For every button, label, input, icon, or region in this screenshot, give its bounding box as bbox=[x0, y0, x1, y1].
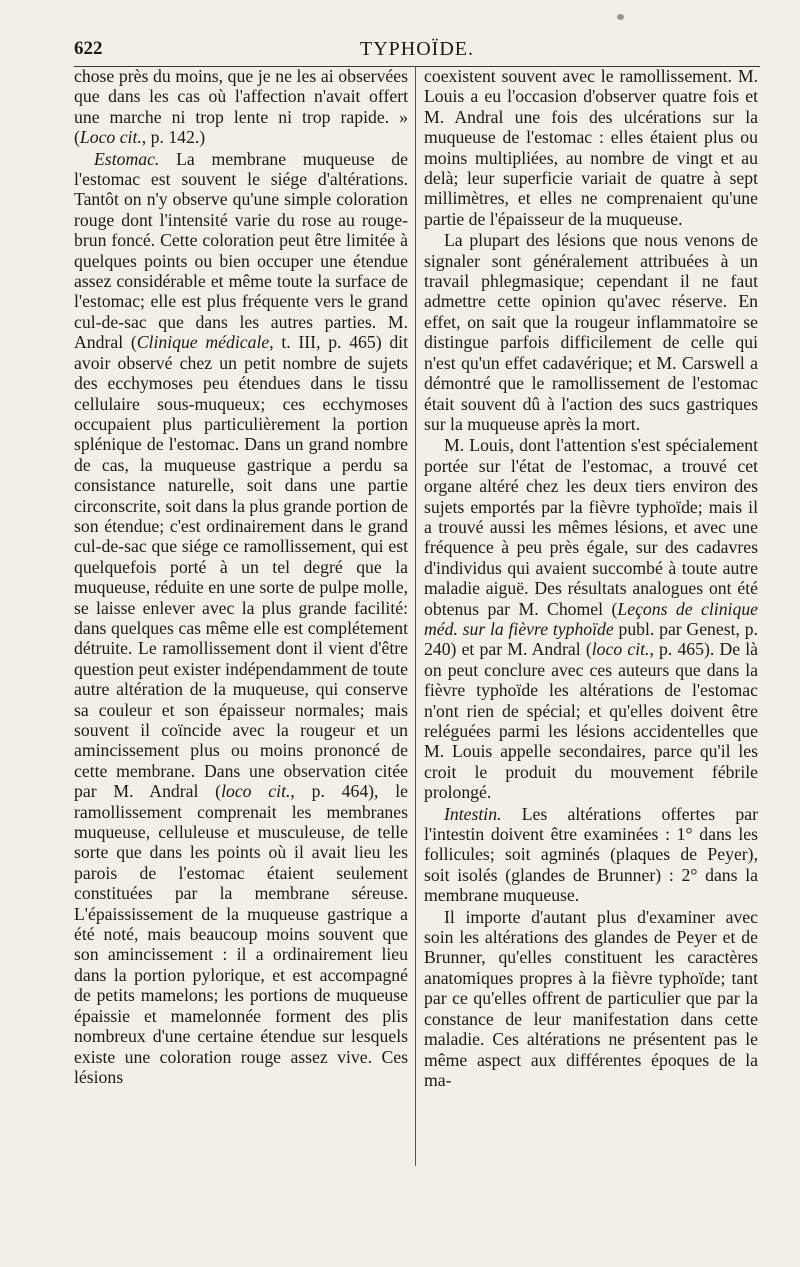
column-divider bbox=[415, 66, 416, 1166]
italic-text: Intestin. bbox=[444, 803, 502, 824]
right-column bbox=[424, 66, 758, 1090]
running-title: TYPHOÏDE. bbox=[360, 38, 474, 60]
paragraph bbox=[74, 66, 408, 148]
text-run: Les altérations offertes par l'intestin doivent être examinées : 1° dans les follicules; soit agminés (plaques de Peyer), soit isolés (glandes de Brunner) : 2° dans la membrane muqueuse. bbox=[424, 803, 758, 906]
paragraph bbox=[424, 66, 758, 229]
text-run: La plupart des lésions que nous venons de signaler sont généralement attribuées à un travail phlegmasique; cependant il ne faut admettre cette opinion qu'avec réserve. En effet, on sait que la rougeur inflammatoire se distingue parfois difficilement de celle qui n'est qu'un effet cadavérique; et M. Carswell a démontré que le ramollissement de l'estomac était souvent dû à l'action des sucs gastriques sur la muqueuse après la mort. bbox=[424, 230, 758, 434]
text-run: Il importe d'autant plus d'examiner avec soin les altérations des glandes de Peyer et de Brunner, qu'elles constituent les caractères anatomiques propres à la fièvre typhoïde; tant par ce qu'elles offrent de particulier que par la constance de leur manifestation dans cette maladie. Ces altérations ne présentent pas le même aspect aux différentes époques de la ma- bbox=[424, 906, 758, 1090]
paragraph bbox=[424, 230, 758, 434]
italic-text: Leçons de clinique méd. sur la fièvre typhoïde bbox=[424, 598, 759, 639]
italic-text: loco cit. bbox=[221, 781, 291, 802]
text-run: coexistent souvent avec le ramollissement. M. Louis a eu l'occasion d'observer quatre fois et M. Andral une fois des ulcérations sur la muqueuse de l'estomac : elles étaient plus ou moins multipliées, au nombre de vingt et au delà; leur superficie variait de quatre à sept millimètres, et elles ne comprenaient qu'une partie de l'épaisseur de la muqueuse. bbox=[424, 66, 758, 229]
italic-text: Clinique médicale bbox=[136, 332, 270, 353]
left-column bbox=[74, 66, 408, 1087]
text-run: , t. III, p. 465) dit avoir observé chez un petit nombre de sujets des ecchymoses peu étendues dans le tissu cellulaire sous-muqueux; ces ecchymoses occupaient plus particulièrement la portion splénique de l'estomac. Dans un grand nombre de cas, la muqueuse gastrique a perdu sa consistance naturelle, soit dans une partie circonscrite, soit dans la plus grande portion de son étendue; c'est ordinairement dans le grand cul-de-sac que siége ce ramollissement, qui est quelquefois porté à un tel degré que la muqueuse, réduite en une sorte de pulpe molle, se laisse enlever avec la plus grande facilité: dans quelques cas même elle est complétement détruite. Le ramollissement dont il vient d'être question peut exister indépendamment de toute autre altération de la muqueuse, qui conserve sa couleur et son épaisseur normales; mais souvent il coïncide avec la rougeur et un amincissement plus ou moins prononcé de cette membrane. Dans une observation citée par M. Andral ( bbox=[74, 332, 409, 802]
paragraph bbox=[74, 149, 408, 1088]
italic-text: Estomac. bbox=[94, 148, 160, 169]
page-number: 622 bbox=[74, 38, 103, 59]
page-header bbox=[74, 38, 760, 67]
text-run: chose près du moins, que je ne les ai observées que dans les cas où l'affection n'avait offert une marche ni trop lente ni trop rapide. » ( bbox=[74, 66, 408, 148]
paragraph bbox=[424, 435, 758, 802]
text-run: , p. 464), le ramollissement comprenait les membranes muqueuse, celluleuse et musculeuse, de telle sorte que dans les points où il avait lieu les parois de l'estomac étaient seulement constituées par la membrane séreuse. L'épaississement de la muqueuse gastrique a été noté, mais beaucoup moins souvent que son amincissement : il a ordinairement lieu dans la portion pylorique, et est accompagné de petits mamelons; les portions de muqueuse épaissie et mamelonnée forment des plis nombreux d'une certaine étendue sur lesquels existe une coloration rouge assez vive. Ces lésions bbox=[74, 781, 409, 1087]
italic-text: loco cit. bbox=[591, 639, 650, 660]
ink-spot bbox=[617, 14, 624, 20]
italic-text: Loco cit. bbox=[79, 127, 142, 148]
text-run: La membrane muqueuse de l'estomac est souvent le siége d'altérations. Tantôt on n'y observe qu'une simple coloration rouge dont l'intensité varie du rose au rouge-brun foncé. Cette coloration peut être limitée à quelques points ou bien occuper une étendue assez considérable et même toute la surface de l'estomac; elle est plus fréquente vers le grand cul-de-sac que dans les autres parties. M. Andral ( bbox=[74, 148, 408, 353]
text-run: , p. 142.) bbox=[141, 127, 206, 148]
text-run: M. Louis, dont l'attention s'est spécialement portée sur l'état de l'estomac, a trouvé cet organe altéré chez les deux tiers environ des sujets emportés par la fièvre typhoïde; mais il a trouvé aussi les mêmes lésions, et avec une fréquence à peu près égale, sur des cadavres d'individus qui avaient succombé à toute autre maladie aiguë. Des résultats analogues ont été obtenus par M. Chomel ( bbox=[424, 435, 758, 619]
text-run: publ. par Genest, p. 240) et par M. Andral ( bbox=[424, 618, 758, 660]
text-run: , p. 465). De là on peut conclure avec ces auteurs que dans la fièvre typhoïde les altérations de l'estomac n'ont rien de spécial; et qu'elles doivent être reléguées parmi les lésions accidentelles que M. Louis appelle secondaires, parce qu'il les croit le produit du mouvement fébrile prolongé. bbox=[424, 639, 758, 803]
paragraph bbox=[424, 907, 758, 1091]
paragraph bbox=[424, 804, 758, 906]
